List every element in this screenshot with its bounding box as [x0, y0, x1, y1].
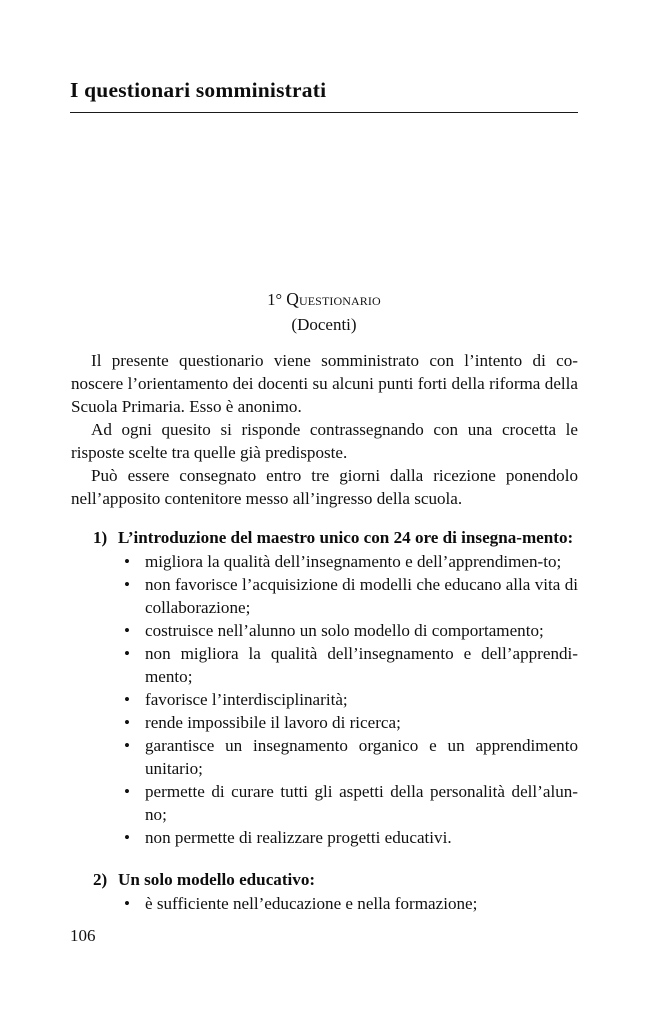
answer-option[interactable] — [124, 712, 578, 735]
questionnaire-audience: (Docenti) — [291, 314, 357, 334]
body-content — [71, 350, 578, 916]
bullet-icon: • — [124, 893, 130, 913]
bullet-icon: • — [124, 735, 130, 755]
answer-label: è sufficiente nell’educazione e nella formazione; — [145, 893, 478, 913]
questionnaire-title-line — [70, 288, 578, 312]
question-number: 2) — [93, 869, 108, 889]
answer-option[interactable] — [124, 551, 578, 574]
questionnaire-heading — [70, 288, 578, 336]
question-text: L’introduzione del maestro unico con 24 ore di insegna-​mento: — [118, 527, 574, 547]
bullet-icon: • — [124, 551, 130, 571]
answer-label: costruisce nell’alunno un solo modello di comportamento; — [145, 620, 544, 640]
question-number: 1) — [93, 527, 108, 547]
question-item — [71, 869, 578, 916]
bullet-icon: • — [124, 689, 130, 709]
answer-label: migliora la qualità dell’insegnamento e dell’apprendimen-​to; — [145, 551, 562, 571]
questionnaire-kind: Questionario — [286, 289, 381, 309]
answer-list — [71, 551, 578, 850]
answer-label: non permette di realizzare progetti educativi. — [145, 827, 452, 847]
answer-label: permette di curare tutti gli aspetti della personalità dell’alun-​no; — [145, 781, 578, 824]
answer-option[interactable] — [124, 735, 578, 781]
intro-paragraph-1: Il presente questionario viene somministrato con l’intento di co-​noscere l’orientamento dei docenti su alcuni punti forti della riforma della Scuola Primaria. Esso è anonimo. — [71, 351, 578, 416]
bullet-icon: • — [124, 643, 130, 663]
answer-option[interactable] — [124, 574, 578, 620]
answer-label: non migliora la qualità dell’insegnamento e dell’apprendi-​mento; — [145, 643, 578, 686]
answer-option[interactable] — [124, 620, 578, 643]
answer-list — [71, 893, 578, 916]
question-heading — [93, 527, 578, 550]
question-text: Un solo modello educativo: — [118, 869, 316, 889]
intro-paragraph-3: Può essere consegnato entro tre giorni dalla ricezione ponendolo nell’apposito contenitore messo all’ingresso della scuola. — [71, 465, 578, 508]
bullet-icon: • — [124, 712, 130, 732]
answer-label: non favorisce l’acquisizione di modelli che educano alla vita di collaborazione; — [145, 574, 578, 617]
page-number: 106 — [70, 926, 96, 945]
bullet-icon: • — [124, 827, 130, 847]
answer-option[interactable] — [124, 893, 578, 916]
answer-option[interactable] — [124, 827, 578, 850]
answer-label: rende impossibile il lavoro di ricerca; — [145, 712, 401, 732]
answer-option[interactable] — [124, 781, 578, 827]
bullet-icon: • — [124, 620, 130, 640]
question-heading — [93, 869, 578, 892]
question-item — [71, 527, 578, 850]
answer-label: favorisce l’interdisciplinarità; — [145, 689, 348, 709]
chapter-header — [70, 78, 578, 121]
bullet-icon: • — [124, 574, 130, 594]
page-title: I questionari somministrati — [70, 78, 327, 102]
answer-option[interactable] — [124, 689, 578, 712]
answer-label: garantisce un insegnamento organico e un apprendimento unitario; — [145, 735, 578, 778]
answer-option[interactable] — [124, 643, 578, 689]
questionnaire-number: 1° — [267, 290, 283, 309]
intro-paragraph-2: Ad ogni quesito si risponde contrassegnando con una crocetta le risposte scelte tra quelle già predisposte. — [71, 419, 578, 462]
title-divider — [70, 112, 578, 113]
bullet-icon: • — [124, 781, 130, 801]
